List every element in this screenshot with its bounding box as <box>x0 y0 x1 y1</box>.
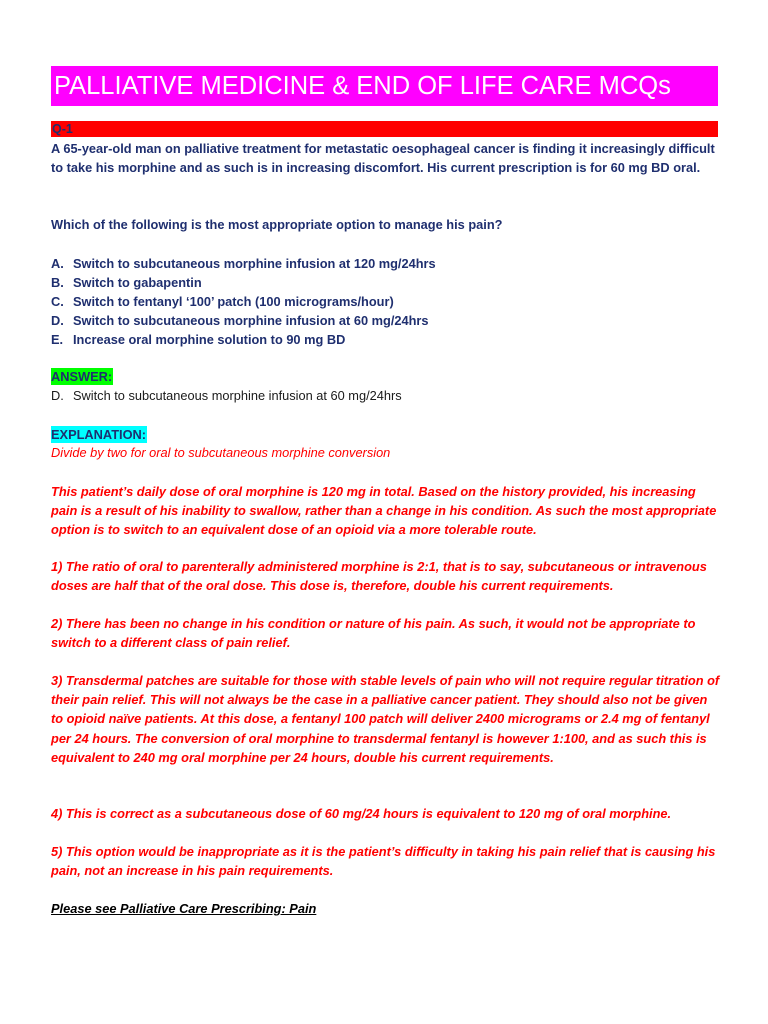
answer-letter: D. <box>51 388 64 403</box>
question-prompt: Which of the following is the most appropriate option to manage his pain? <box>51 217 503 232</box>
explanation-label: EXPLANATION: <box>51 427 147 442</box>
option-d <box>51 311 436 330</box>
option-letter: E. <box>51 332 64 347</box>
see-also-reference: Please see Palliative Care Prescribing: Pain <box>51 901 317 916</box>
option-a <box>51 254 436 273</box>
explanation-paragraph-4: 4) This is correct as a subcutaneous dose of 60 mg/24 hours is equivalent to 120 mg of oral morphine. <box>51 806 672 821</box>
explanation-paragraph-2: 2) There has been no change in his condition or nature of his pain. As such, it would not be appropriate to switch to a different class of pain relief. <box>51 616 696 651</box>
answer-text <box>51 387 402 405</box>
option-e <box>51 330 436 349</box>
explanation-paragraph-intro: This patient’s daily dose of oral morphine is 120 mg in total. Based on the history provided, his increasing pain is a result of his inability to swallow, rather than a change in his condition. As such the most appropriate option is to switch to an equivalent dose of an opioid via a more tolerable route. <box>51 484 717 538</box>
option-text: Switch to fentanyl ‘100’ patch (100 micrograms/hour) <box>73 294 394 309</box>
explanation-paragraph-3: 3) Transdermal patches are suitable for those with stable levels of pain who will not require regular titration of their pain relief. This will not always be the case in a palliative cancer patient. They should also not be given to opioid naïve patients. At this dose, a fentanyl 100 patch will deliver 2400 micrograms or 2.4 mg of fentanyl per 24 hours. The conversion of oral morphine to transdermal fentanyl is however 1:100, and as such this is equivalent to 240 mg oral morphine per 24 hours, double his current requirements. <box>51 673 720 765</box>
answer-options-list <box>51 254 436 349</box>
option-text: Switch to subcutaneous morphine infusion at 60 mg/24hrs <box>73 313 429 328</box>
option-letter: C. <box>51 294 64 309</box>
answer-label: ANSWER: <box>51 369 113 384</box>
option-text: Increase oral morphine solution to 90 mg BD <box>73 332 346 347</box>
option-text: Switch to gabapentin <box>73 275 202 290</box>
explanation-subtitle: Divide by two for oral to subcutaneous morphine conversion <box>51 445 391 460</box>
option-letter: B. <box>51 275 64 290</box>
option-letter: D. <box>51 313 64 328</box>
option-c <box>51 292 436 311</box>
answer-option-text: Switch to subcutaneous morphine infusion at 60 mg/24hrs <box>73 388 402 403</box>
option-letter: A. <box>51 256 64 271</box>
question-number-bar <box>51 121 718 137</box>
explanation-paragraph-1: 1) The ratio of oral to parenterally administered morphine is 2:1, that is to say, subcutaneous or intravenous doses are half that of the oral dose. This dose is, therefore, double his current requirements. <box>51 559 707 594</box>
option-text: Switch to subcutaneous morphine infusion at 120 mg/24hrs <box>73 256 436 271</box>
question-stem: A 65-year-old man on palliative treatment for metastatic oesophageal cancer is finding it increasingly difficult to take his morphine and as such is in increasing discomfort. His current prescription is for 60 mg BD oral. <box>51 141 715 175</box>
question-number: Q-1 <box>52 122 73 136</box>
page-title: PALLIATIVE MEDICINE & END OF LIFE CARE MCQs <box>51 66 718 106</box>
explanation-paragraph-5: 5) This option would be inappropriate as it is the patient’s difficulty in taking his pain relief that is causing his pain, not an increase in his pain requirements. <box>51 844 716 879</box>
option-b <box>51 273 436 292</box>
